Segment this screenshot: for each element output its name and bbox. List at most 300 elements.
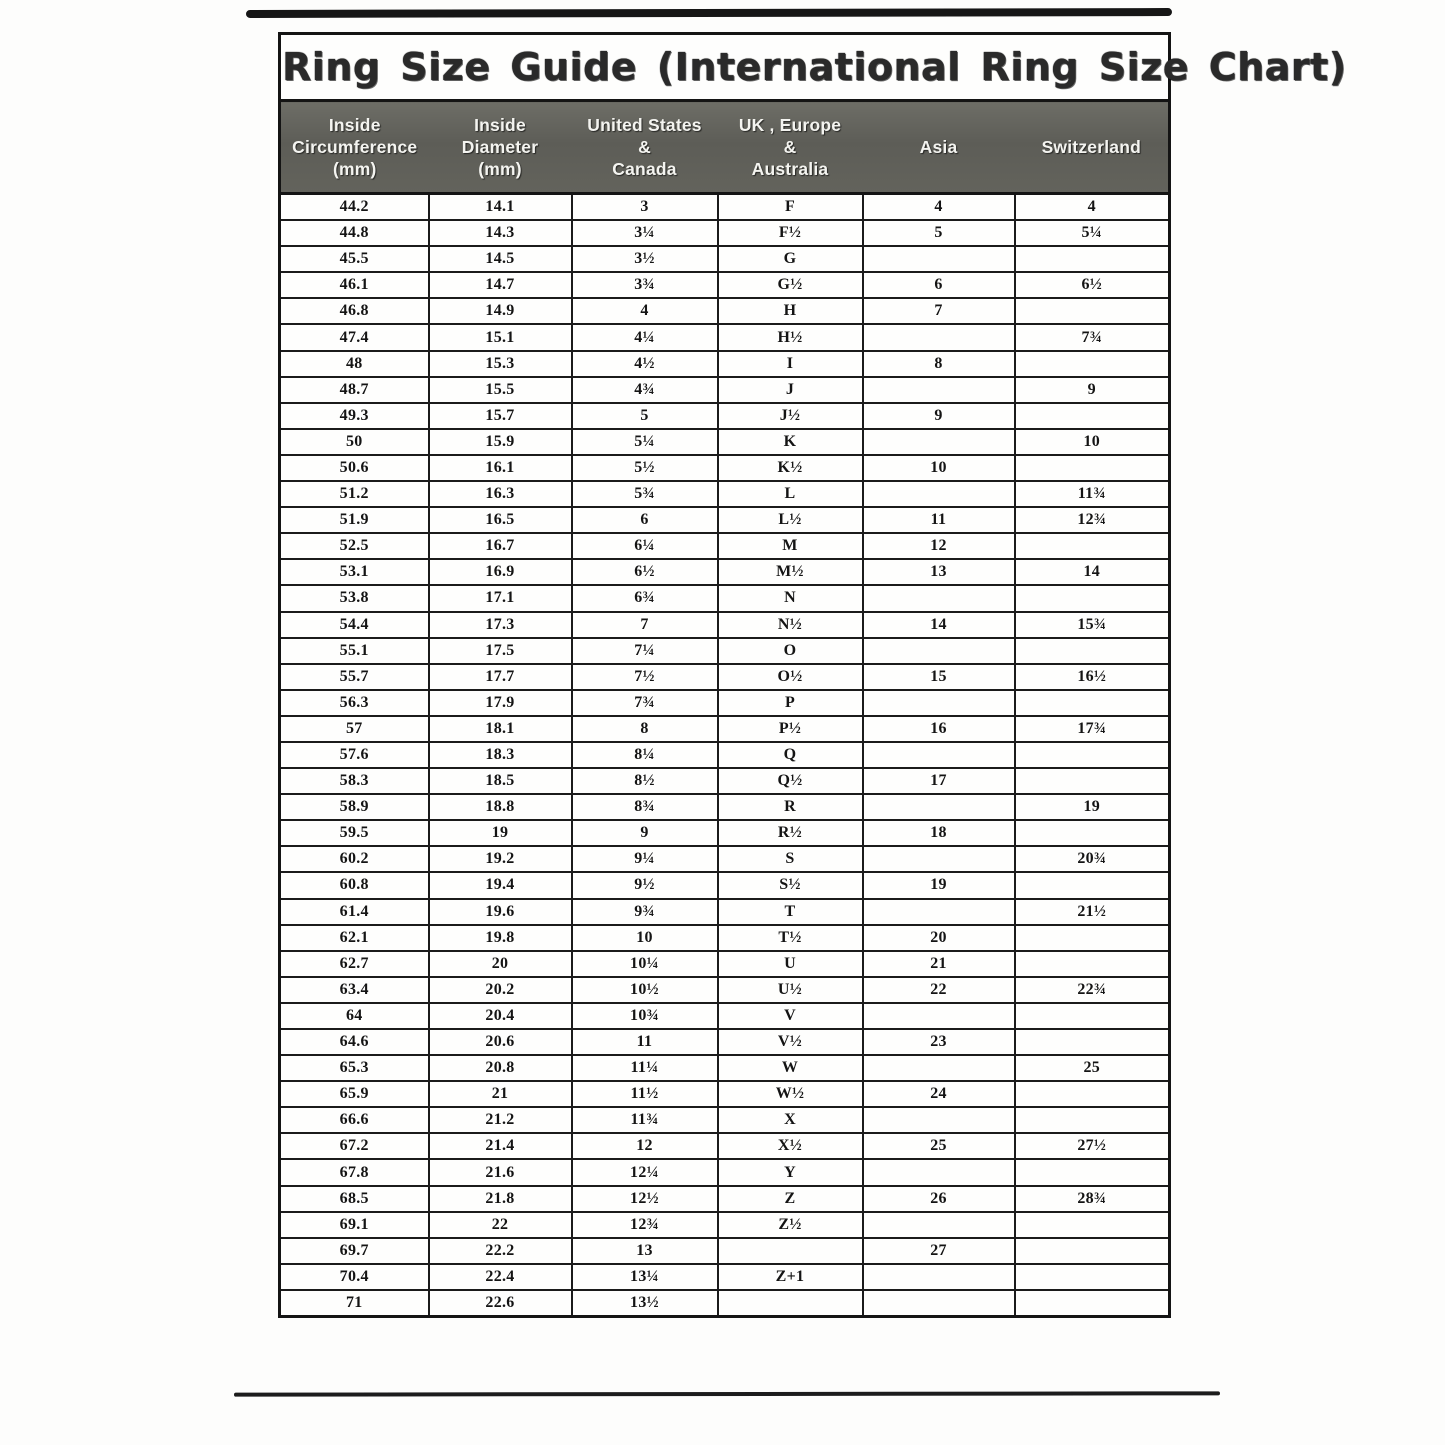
size-cell: 22.4 (429, 1264, 572, 1290)
size-cell: 3¼ (572, 220, 718, 246)
size-cell: 51.9 (280, 507, 429, 533)
size-cell (863, 429, 1015, 455)
size-cell: R½ (718, 820, 863, 846)
size-cell (863, 846, 1015, 872)
size-cell: H (718, 298, 863, 324)
size-cell: 71 (280, 1290, 429, 1317)
size-cell: 5 (572, 403, 718, 429)
size-cell: U½ (718, 977, 863, 1003)
size-cell: N (718, 585, 863, 611)
size-cell: Z+1 (718, 1264, 863, 1290)
table-row (280, 298, 1170, 324)
column-header-label: Asia (919, 137, 958, 157)
size-cell: 21 (429, 1081, 572, 1107)
size-cell: T (718, 899, 863, 925)
size-cell: 8 (863, 351, 1015, 377)
size-cell: 7½ (572, 664, 718, 690)
table-row (280, 925, 1170, 951)
size-cell: 20.2 (429, 977, 572, 1003)
size-cell: 65.9 (280, 1081, 429, 1107)
size-cell (1015, 351, 1170, 377)
column-header-label: & (638, 137, 651, 157)
table-row (280, 794, 1170, 820)
size-cell: 5½ (572, 455, 718, 481)
size-cell: G (718, 246, 863, 272)
size-cell: 53.8 (280, 585, 429, 611)
size-cell: 19 (429, 820, 572, 846)
size-cell: 27 (863, 1238, 1015, 1264)
column-header-label: United States (587, 115, 702, 135)
size-cell: 17 (863, 768, 1015, 794)
size-cell: 52.5 (280, 533, 429, 559)
bottom-divider-line (234, 1391, 1220, 1396)
size-cell: 3¾ (572, 272, 718, 298)
size-cell: 18 (863, 820, 1015, 846)
size-cell: 11¾ (1015, 481, 1170, 507)
size-cell: 22 (863, 977, 1015, 1003)
size-cell: 15.3 (429, 351, 572, 377)
size-cell (863, 1055, 1015, 1081)
size-cell (863, 1159, 1015, 1185)
size-cell: 50.6 (280, 455, 429, 481)
size-cell: U (718, 951, 863, 977)
size-cell: 14 (1015, 559, 1170, 585)
column-header-label: Switzerland (1041, 137, 1142, 157)
size-cell (863, 1290, 1015, 1317)
size-cell (1015, 1107, 1170, 1133)
size-cell: 9½ (572, 872, 718, 898)
size-cell: H½ (718, 324, 863, 350)
size-cell: 9 (1015, 377, 1170, 403)
table-row (280, 664, 1170, 690)
column-header-label: Inside (328, 115, 381, 135)
size-cell: 48 (280, 351, 429, 377)
size-cell (1015, 1081, 1170, 1107)
size-cell: 53.1 (280, 559, 429, 585)
size-cell: 14.5 (429, 246, 572, 272)
size-cell: 10¾ (572, 1003, 718, 1029)
size-cell: 19 (1015, 794, 1170, 820)
size-cell: 64.6 (280, 1029, 429, 1055)
size-cell: 25 (863, 1133, 1015, 1159)
table-row (280, 716, 1170, 742)
size-cell: 11¾ (572, 1107, 718, 1133)
size-cell (718, 1290, 863, 1317)
size-cell (1015, 638, 1170, 664)
size-cell: 50 (280, 429, 429, 455)
table-row (280, 1159, 1170, 1185)
table-row (280, 690, 1170, 716)
size-cell: 18.3 (429, 742, 572, 768)
table-row (280, 194, 1170, 221)
size-cell: K (718, 429, 863, 455)
size-cell: 28¾ (1015, 1186, 1170, 1212)
size-cell: 47.4 (280, 324, 429, 350)
size-cell: 15.7 (429, 403, 572, 429)
ring-size-table (278, 32, 1347, 1318)
table-row (280, 403, 1170, 429)
table-row (280, 846, 1170, 872)
size-cell: 6¼ (572, 533, 718, 559)
size-cell: 12 (863, 533, 1015, 559)
table-row (280, 1055, 1170, 1081)
size-cell: 61.4 (280, 899, 429, 925)
size-cell: 15.5 (429, 377, 572, 403)
size-cell: 44.8 (280, 220, 429, 246)
size-cell: W (718, 1055, 863, 1081)
table-row (280, 377, 1170, 403)
column-header-asia (863, 101, 1015, 194)
size-cell: 14 (863, 612, 1015, 638)
size-cell: 12½ (572, 1186, 718, 1212)
size-cell: 26 (863, 1186, 1015, 1212)
size-cell: 12¾ (1015, 507, 1170, 533)
size-cell: 65.3 (280, 1055, 429, 1081)
size-cell: 46.1 (280, 272, 429, 298)
size-cell: 54.4 (280, 612, 429, 638)
size-cell: 16 (863, 716, 1015, 742)
size-cell: J (718, 377, 863, 403)
size-cell: 6¾ (572, 585, 718, 611)
table-row (280, 429, 1170, 455)
size-cell (1015, 585, 1170, 611)
size-cell: 21.6 (429, 1159, 572, 1185)
size-cell: 67.2 (280, 1133, 429, 1159)
size-cell: 7¼ (572, 638, 718, 664)
size-cell: 20.8 (429, 1055, 572, 1081)
size-cell: 8½ (572, 768, 718, 794)
size-cell (1015, 1029, 1170, 1055)
size-cell: K½ (718, 455, 863, 481)
title-row (280, 34, 1170, 101)
size-cell: 12¼ (572, 1159, 718, 1185)
size-cell: 69.1 (280, 1212, 429, 1238)
size-cell: 12 (572, 1133, 718, 1159)
size-cell: 21 (863, 951, 1015, 977)
size-cell (863, 899, 1015, 925)
size-cell: 55.1 (280, 638, 429, 664)
size-cell: 14.3 (429, 220, 572, 246)
size-cell (863, 1264, 1015, 1290)
table-row (280, 1107, 1170, 1133)
size-cell (1015, 1003, 1170, 1029)
size-cell: 9¾ (572, 899, 718, 925)
size-cell: F (718, 194, 863, 221)
size-cell: 10 (572, 925, 718, 951)
table-row (280, 899, 1170, 925)
size-cell (863, 1003, 1015, 1029)
size-cell: 58.3 (280, 768, 429, 794)
top-divider-line (246, 8, 1172, 18)
size-cell: 17.1 (429, 585, 572, 611)
table-row (280, 246, 1170, 272)
size-cell (863, 794, 1015, 820)
size-cell (863, 690, 1015, 716)
size-cell: 17.5 (429, 638, 572, 664)
size-cell: 11 (863, 507, 1015, 533)
size-cell: 15.9 (429, 429, 572, 455)
size-cell: 11 (572, 1029, 718, 1055)
size-cell: 9 (863, 403, 1015, 429)
size-cell (1015, 403, 1170, 429)
size-cell: 17.9 (429, 690, 572, 716)
size-cell (863, 1107, 1015, 1133)
table-row (280, 1003, 1170, 1029)
size-cell: X (718, 1107, 863, 1133)
size-cell: 16.7 (429, 533, 572, 559)
column-header-inside-diameter (429, 101, 572, 194)
size-cell: 15¾ (1015, 612, 1170, 638)
size-cell (1015, 820, 1170, 846)
size-cell: 16.3 (429, 481, 572, 507)
size-cell: 17.3 (429, 612, 572, 638)
size-cell: 58.9 (280, 794, 429, 820)
size-cell: 16.1 (429, 455, 572, 481)
size-cell: 5¼ (1015, 220, 1170, 246)
size-cell: T½ (718, 925, 863, 951)
size-cell: W½ (718, 1081, 863, 1107)
size-cell: 62.7 (280, 951, 429, 977)
size-cell (1015, 298, 1170, 324)
size-cell: 49.3 (280, 403, 429, 429)
table-row (280, 820, 1170, 846)
size-cell: 21.4 (429, 1133, 572, 1159)
size-cell: 66.6 (280, 1107, 429, 1133)
column-header-inside-circumference (280, 101, 429, 194)
table-row (280, 612, 1170, 638)
size-cell: R (718, 794, 863, 820)
size-cell (1015, 925, 1170, 951)
size-cell: 18.8 (429, 794, 572, 820)
size-cell: 17¾ (1015, 716, 1170, 742)
size-cell: 16.5 (429, 507, 572, 533)
size-cell: 4 (1015, 194, 1170, 221)
size-cell: 19.8 (429, 925, 572, 951)
size-cell: 21½ (1015, 899, 1170, 925)
size-cell: P (718, 690, 863, 716)
size-cell: 13¼ (572, 1264, 718, 1290)
column-header-label: Diameter (461, 137, 539, 157)
table-row (280, 351, 1170, 377)
size-cell: L (718, 481, 863, 507)
size-cell: 13 (572, 1238, 718, 1264)
size-cell: I (718, 351, 863, 377)
size-cell: 13½ (572, 1290, 718, 1317)
size-cell (1015, 455, 1170, 481)
size-cell: 22.2 (429, 1238, 572, 1264)
size-cell: 10 (1015, 429, 1170, 455)
ring-size-chart (278, 32, 1347, 1318)
size-cell (1015, 872, 1170, 898)
size-cell: 11½ (572, 1081, 718, 1107)
size-cell: Z½ (718, 1212, 863, 1238)
size-cell: 20.4 (429, 1003, 572, 1029)
column-header-label: & (783, 137, 797, 157)
size-cell: 21.8 (429, 1186, 572, 1212)
table-row (280, 1081, 1170, 1107)
size-cell: X½ (718, 1133, 863, 1159)
size-cell (863, 481, 1015, 507)
column-header-uk-europe-australia (718, 101, 863, 194)
size-cell: L½ (718, 507, 863, 533)
table-row (280, 559, 1170, 585)
size-cell: S (718, 846, 863, 872)
table-row (280, 1133, 1170, 1159)
column-header-us-canada (572, 101, 718, 194)
size-cell: 70.4 (280, 1264, 429, 1290)
table-row (280, 585, 1170, 611)
size-cell (863, 585, 1015, 611)
size-cell: V (718, 1003, 863, 1029)
table-row (280, 1264, 1170, 1290)
size-cell: 67.8 (280, 1159, 429, 1185)
size-cell: 55.7 (280, 664, 429, 690)
size-cell: 8 (572, 716, 718, 742)
size-cell (1015, 951, 1170, 977)
size-cell: 60.2 (280, 846, 429, 872)
column-header-label: Australia (751, 159, 829, 179)
size-cell: 19 (863, 872, 1015, 898)
size-cell: Q½ (718, 768, 863, 794)
table-row (280, 481, 1170, 507)
size-cell: G½ (718, 272, 863, 298)
size-cell: 13 (863, 559, 1015, 585)
size-cell (1015, 768, 1170, 794)
size-cell: O (718, 638, 863, 664)
size-cell: 16½ (1015, 664, 1170, 690)
size-cell: 4 (863, 194, 1015, 221)
table-row (280, 742, 1170, 768)
size-cell: 5¾ (572, 481, 718, 507)
table-row (280, 1238, 1170, 1264)
size-cell: 5¼ (572, 429, 718, 455)
size-cell (1015, 1264, 1170, 1290)
size-cell (1015, 1212, 1170, 1238)
size-cell: 7 (572, 612, 718, 638)
table-row (280, 1212, 1170, 1238)
size-cell: 27½ (1015, 1133, 1170, 1159)
size-cell: 57 (280, 716, 429, 742)
size-cell (863, 1212, 1015, 1238)
size-cell (1015, 246, 1170, 272)
size-cell: 20.6 (429, 1029, 572, 1055)
size-cell: 62.1 (280, 925, 429, 951)
size-cell: F½ (718, 220, 863, 246)
column-header-label: UK , Europe (738, 115, 842, 135)
size-cell: 56.3 (280, 690, 429, 716)
size-cell: 6½ (572, 559, 718, 585)
size-cell (863, 246, 1015, 272)
size-cell: 24 (863, 1081, 1015, 1107)
size-cell: 14.1 (429, 194, 572, 221)
table-row (280, 638, 1170, 664)
size-cell: 15 (863, 664, 1015, 690)
table-row (280, 507, 1170, 533)
size-cell: 48.7 (280, 377, 429, 403)
column-header-label: Circumference (292, 137, 418, 157)
size-cell (863, 324, 1015, 350)
size-cell: V½ (718, 1029, 863, 1055)
column-header-label: (mm) (332, 159, 377, 179)
size-cell: 6 (863, 272, 1015, 298)
size-cell (718, 1238, 863, 1264)
size-cell (1015, 1159, 1170, 1185)
ring-size-table-body (280, 194, 1170, 1317)
size-cell: 3½ (572, 246, 718, 272)
size-cell: 64 (280, 1003, 429, 1029)
size-cell: Z (718, 1186, 863, 1212)
size-cell: 14.7 (429, 272, 572, 298)
size-cell: 19.4 (429, 872, 572, 898)
size-cell: 9¼ (572, 846, 718, 872)
size-cell: 23 (863, 1029, 1015, 1055)
size-cell: 18.1 (429, 716, 572, 742)
size-cell: 15.1 (429, 324, 572, 350)
table-row (280, 272, 1170, 298)
page-title: Ring Size Guide (International Ring Size Chart) (280, 34, 1170, 101)
size-cell: 10 (863, 455, 1015, 481)
size-cell (1015, 1238, 1170, 1264)
table-row (280, 951, 1170, 977)
size-cell: 22.6 (429, 1290, 572, 1317)
size-cell: M (718, 533, 863, 559)
column-header-switzerland (1015, 101, 1170, 194)
size-cell: O½ (718, 664, 863, 690)
size-cell: 46.8 (280, 298, 429, 324)
size-cell (1015, 742, 1170, 768)
size-cell: 4½ (572, 351, 718, 377)
size-cell: 21.2 (429, 1107, 572, 1133)
size-cell: 10½ (572, 977, 718, 1003)
size-cell: 22 (429, 1212, 572, 1238)
size-cell: 25 (1015, 1055, 1170, 1081)
column-header-row (280, 101, 1170, 194)
table-row (280, 1186, 1170, 1212)
column-header-label: (mm) (478, 159, 522, 179)
size-cell: Y (718, 1159, 863, 1185)
size-cell: 63.4 (280, 977, 429, 1003)
table-row (280, 324, 1170, 350)
size-cell: 6½ (1015, 272, 1170, 298)
size-cell (1015, 533, 1170, 559)
size-cell: 68.5 (280, 1186, 429, 1212)
table-row (280, 768, 1170, 794)
size-cell: S½ (718, 872, 863, 898)
size-cell: 20¾ (1015, 846, 1170, 872)
size-cell: 7¾ (572, 690, 718, 716)
size-cell: 18.5 (429, 768, 572, 794)
size-cell: 3 (572, 194, 718, 221)
size-cell: 69.7 (280, 1238, 429, 1264)
size-cell: 60.8 (280, 872, 429, 898)
size-cell: 19.6 (429, 899, 572, 925)
size-cell: 7 (863, 298, 1015, 324)
size-cell: 59.5 (280, 820, 429, 846)
size-cell: 45.5 (280, 246, 429, 272)
column-header-label: Inside (474, 115, 526, 135)
table-row (280, 1029, 1170, 1055)
size-cell (863, 377, 1015, 403)
column-header-label: Canada (612, 159, 677, 179)
size-cell: P½ (718, 716, 863, 742)
table-row (280, 1290, 1170, 1317)
size-cell: 14.9 (429, 298, 572, 324)
size-cell: 6 (572, 507, 718, 533)
size-cell (1015, 690, 1170, 716)
size-cell: 19.2 (429, 846, 572, 872)
size-cell (1015, 1290, 1170, 1317)
size-cell: N½ (718, 612, 863, 638)
